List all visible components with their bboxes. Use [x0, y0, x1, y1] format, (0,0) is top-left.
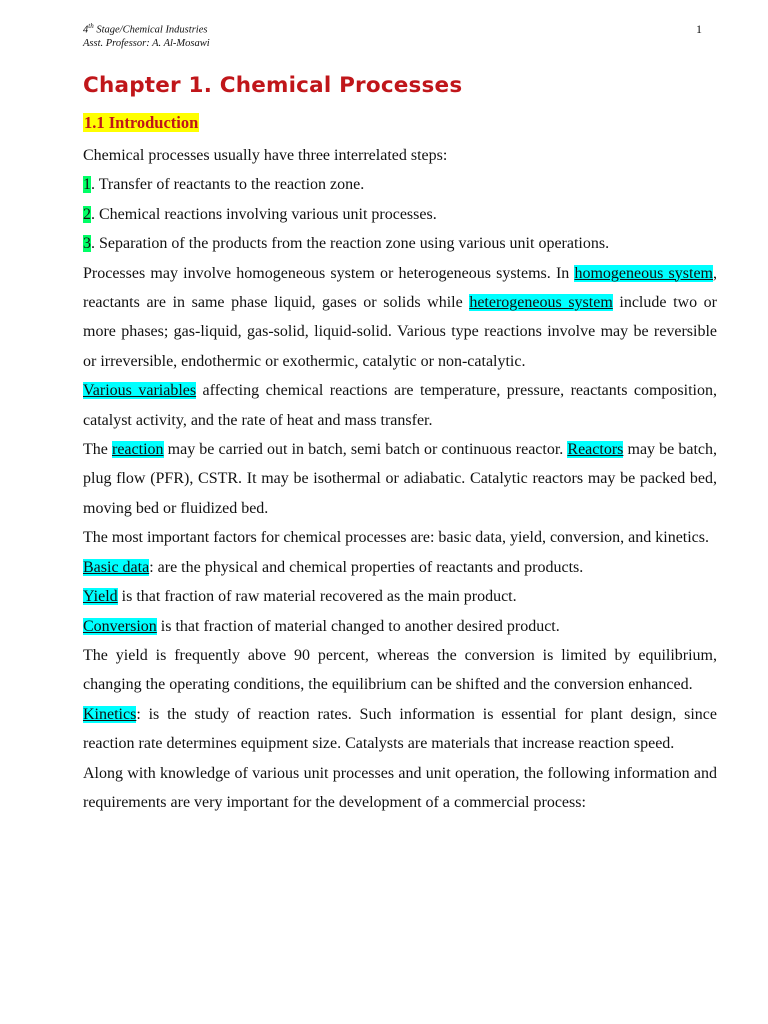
- step-2-number: 2: [83, 205, 91, 223]
- term-reactors: Reactors: [567, 441, 624, 459]
- header-stage: 4th Stage/Chemical Industries: [83, 22, 208, 36]
- step-1-number: 1: [83, 176, 91, 194]
- paragraph-basic-data: Basic data: are the physical and chemical properties of reactants and products.: [83, 558, 584, 576]
- chapter-title: Chapter 1. Chemical Processes: [83, 73, 463, 98]
- intro-paragraph: Chemical processes usually have three interrelated steps:: [83, 147, 448, 164]
- page-number: 1: [696, 22, 702, 36]
- term-kinetics: Kinetics: [83, 705, 137, 723]
- term-basic-data: Basic data: [83, 558, 150, 576]
- paragraph-factors: The most important factors for chemical processes are: basic data, yield, conversion, and kinetics.: [83, 529, 710, 547]
- step-2: 2. Chemical reactions involving various unit processes.: [83, 205, 437, 223]
- page-header: [83, 20, 210, 50]
- paragraph-yield: Yield is that fraction of raw material recovered as the main product.: [83, 588, 517, 606]
- section-title: 1.1 Introduction: [84, 113, 199, 132]
- term-reaction: reaction: [112, 441, 164, 459]
- term-homogeneous-system: homogeneous system: [574, 264, 713, 282]
- header-stage-superscript: th: [88, 22, 94, 30]
- paragraph-kinetics: Kinetics: is the study of reaction rates. Such information is essential for plant design, since reaction rate determines equipment size. Catalysts are materials that increase reaction speed.: [83, 705, 717, 753]
- paragraph-systems: Processes may involve homogeneous system or heterogeneous systems. In homogeneous system, reactants are in same phase liquid, gases or solids while heterogeneous system include two or more phases; gas-liquid, gas-solid, liquid-solid. Various type reactions involve may be reversible or irreversible, endothermic or exothermic, catalytic or non-catalytic.: [83, 264, 717, 370]
- term-conversion: Conversion: [83, 617, 157, 635]
- paragraph-conversion: Conversion is that fraction of material changed to another desired product.: [83, 617, 560, 635]
- term-various-variables: Various variables: [83, 382, 197, 400]
- paragraph-reactors: The reaction may be carried out in batch, semi batch or continuous reactor. Reactors may be batch, plug flow (PFR), CSTR. It may be isothermal or adiabatic. Catalytic reactors may be packed bed, moving bed or fluidized bed.: [83, 441, 718, 517]
- header-author: Asst. Professor: A. Al-Mosawi: [83, 37, 210, 49]
- step-1: 1. Transfer of reactants to the reaction zone.: [83, 176, 365, 194]
- paragraph-variables: Various variables affecting chemical reactions are temperature, pressure, reactants composition, catalyst activity, and the rate of heat and mass transfer.: [83, 382, 717, 429]
- step-3-number: 3: [83, 235, 91, 253]
- term-heterogeneous-system: heterogeneous system: [469, 294, 613, 312]
- body-text: [83, 141, 717, 817]
- term-yield: Yield: [83, 588, 118, 606]
- paragraph-commercial-process: Along with knowledge of various unit processes and unit operation, the following information and requirements are very important for the development of a commercial process:: [83, 764, 717, 811]
- step-3: 3. Separation of the products from the reaction zone using various unit operations.: [83, 235, 610, 253]
- paragraph-yield-equilibrium: The yield is frequently above 90 percent, whereas the conversion is limited by equilibrium, changing the operating conditions, the equilibrium can be shifted and the conversion enhanced.: [83, 646, 717, 694]
